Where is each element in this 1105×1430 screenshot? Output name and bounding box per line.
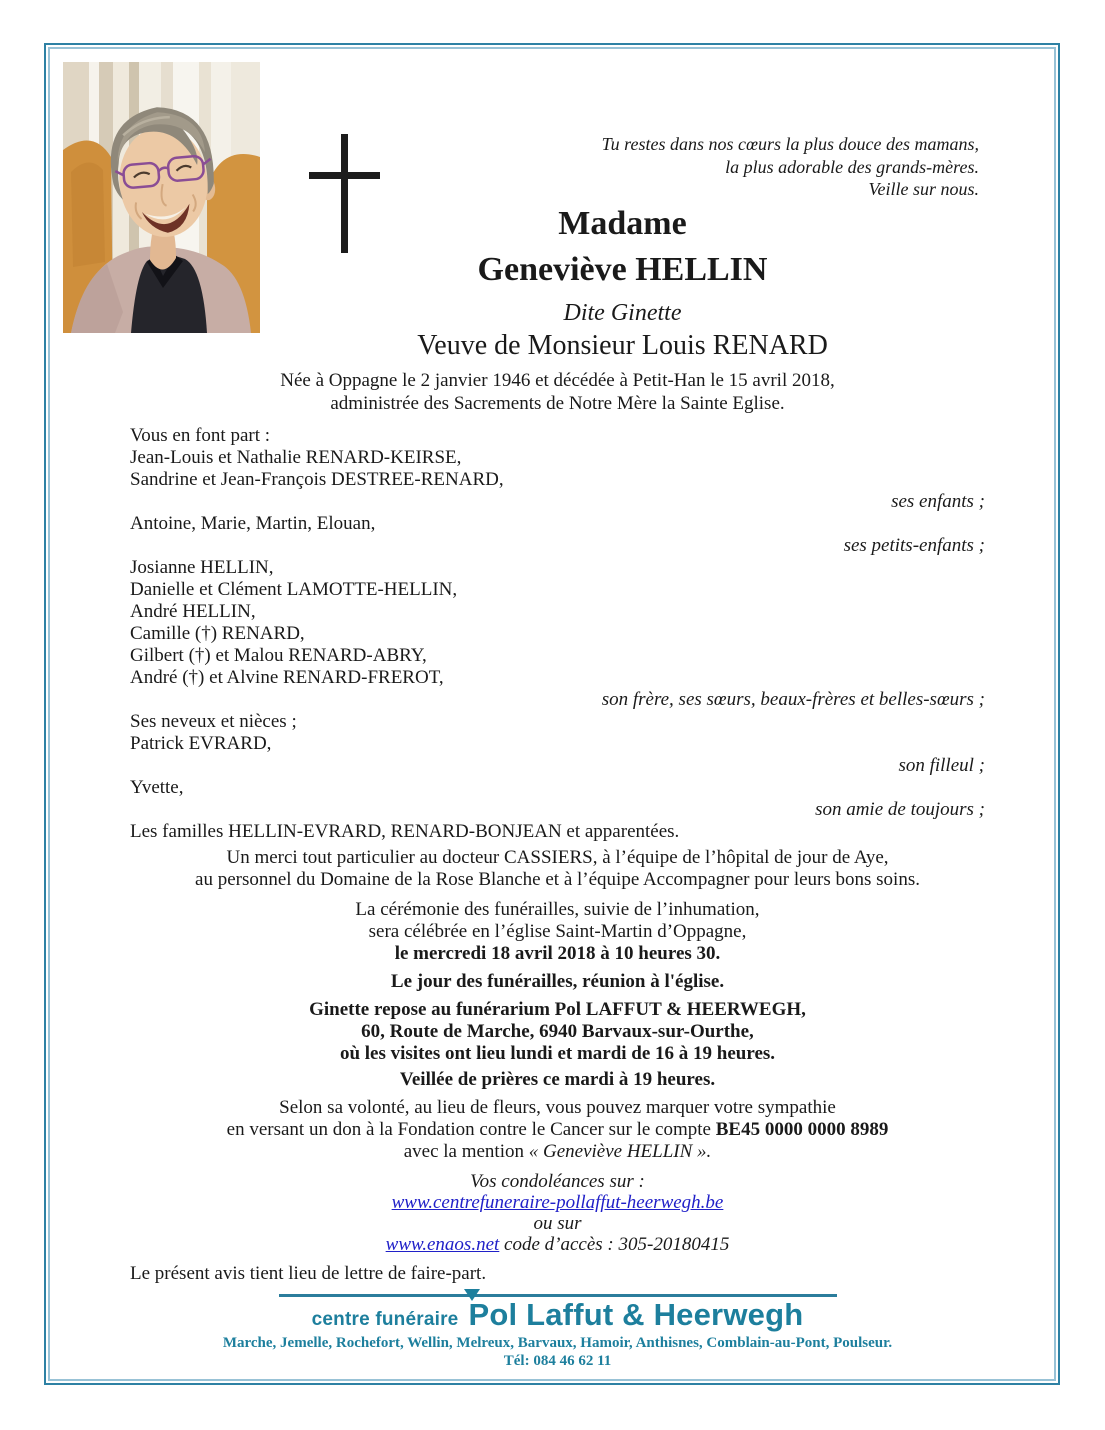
condolences-link-enaos[interactable]: www.enaos.net (385, 1234, 500, 1255)
triangle-icon (464, 1289, 480, 1301)
thanks-line-2: au personnel du Domaine de la Rose Blanche et à l’équipe Accompagner pour leurs bons soins. (195, 869, 920, 890)
deceased-honorific: Madame (558, 205, 687, 242)
quote-line-1: Tu restes dans nos cœurs la plus douce des mamans, (601, 134, 979, 154)
family-member: Camille (†) RENARD, (130, 623, 305, 644)
donation-line-1: Selon sa volonté, au lieu de fleurs, vous pouvez marquer votre sympathie (279, 1097, 836, 1118)
portrait-image (63, 62, 260, 333)
memorial-card-frame (44, 43, 1060, 1385)
ceremony-line-1: La cérémonie des funérailles, suivie de l’inhumation, (355, 899, 760, 920)
donation-line-2-text: en versant un don à la Fondation contre le Cancer sur le compte (226, 1119, 711, 1140)
faire-part-notice: Le présent avis tient lieu de lettre de faire-part. (130, 1263, 487, 1284)
deceased-name: Geneviève HELLIN (477, 251, 768, 288)
ceremony-block (130, 899, 985, 965)
donation-mention: « Geneviève HELLIN ». (528, 1141, 712, 1162)
family-member: Jean-Louis et Nathalie RENARD-KEIRSE, (130, 447, 462, 468)
relation-label: ses enfants ; (891, 491, 985, 512)
family-member: Josianne HELLIN, (130, 557, 274, 578)
family-list (130, 447, 985, 843)
header-section (50, 49, 1054, 373)
condolences-link-funeral-home[interactable]: www.centrefuneraire-pollaffut-heerwegh.be (391, 1192, 724, 1213)
birth-death-line-2: administrée des Sacrements de Notre Mère la Sainte Eglise. (330, 393, 785, 414)
funeral-home-logo (130, 1297, 985, 1333)
thanks-block (130, 847, 985, 891)
donation-line-3 (130, 1141, 985, 1163)
portrait-photo (63, 62, 260, 333)
deceased-widow-of: Veuve de Monsieur Louis RENARD (417, 330, 828, 361)
family-member: André (†) et Alvine RENARD-FREROT, (130, 667, 444, 688)
relation-label: ses petits-enfants ; (843, 535, 985, 556)
condolences-intro: Vos condoléances sur : (470, 1171, 645, 1192)
memorial-quote (602, 133, 979, 201)
deceased-alias: Dite Ginette (563, 300, 682, 326)
donation-line-3-text: avec la mention (403, 1141, 524, 1162)
brand-name (468, 1297, 803, 1333)
birth-death-block (130, 369, 985, 415)
condolences-block (130, 1171, 985, 1255)
family-member: André HELLIN, (130, 601, 256, 622)
donation-account-number: BE45 0000 0000 8989 (715, 1119, 889, 1140)
brand-name-text: Pol Laffut & Heerwegh (468, 1297, 804, 1332)
relation-label: son amie de toujours ; (815, 799, 985, 820)
condolences-access-code: code d’accès : 305-20180415 (504, 1234, 730, 1255)
ceremony-line-2: sera célébrée en l’église Saint-Martin d’Oppagne, (368, 921, 747, 942)
donation-line-2 (130, 1119, 985, 1141)
ceremony-date-time: le mercredi 18 avril 2018 à 10 heures 30. (394, 943, 721, 964)
vigil-notice: Veillée de prières ce mardi à 19 heures. (399, 1069, 716, 1090)
donation-block (130, 1097, 985, 1163)
family-member: Sandrine et Jean-François DESTREE-RENARD, (130, 469, 504, 490)
family-member: Gilbert (†) et Malou RENARD-ABRY, (130, 645, 427, 666)
quote-line-2: la plus adorable des grands-mères. (725, 156, 979, 177)
announcement-intro: Vous en font part : (130, 425, 271, 446)
family-member: Danielle et Clément LAMOTTE-HELLIN, (130, 579, 458, 600)
family-member: Antoine, Marie, Martin, Elouan, (130, 513, 376, 534)
footer-locations: Marche, Jemelle, Rochefort, Wellin, Melreux, Barvaux, Hamoir, Anthisnes, Comblain-au-Pont, Poulseur. (222, 1335, 893, 1351)
family-member: Yvette, (130, 777, 184, 798)
announcement-body (50, 369, 1054, 1370)
brand-prefix: centre funéraire (311, 1309, 459, 1330)
footer-phone: Tél: 084 46 62 11 (503, 1353, 612, 1369)
repose-line-2: 60, Route de Marche, 6940 Barvaux-sur-Ourthe, (361, 1021, 754, 1042)
quote-line-3: Veille sur nous. (868, 179, 979, 199)
condolences-or: ou sur (533, 1213, 582, 1234)
reunion-notice: Le jour des funérailles, réunion à l'église. (390, 971, 725, 992)
deceased-title-block (260, 201, 985, 363)
family-member: Ses neveux et nièces ; (130, 711, 297, 732)
relation-label: son filleul ; (898, 755, 985, 776)
repose-line-3: où les visites ont lieu lundi et mardi de 16 à 19 heures. (339, 1043, 776, 1064)
birth-death-line-1: Née à Oppagne le 2 janvier 1946 et décédée à Petit-Han le 15 avril 2018, (280, 370, 835, 391)
repose-line-1: Ginette repose au funérarium Pol LAFFUT & HEERWEGH, (309, 999, 806, 1020)
repose-block (130, 999, 985, 1065)
family-member: Les familles HELLIN-EVRARD, RENARD-BONJEAN et apparentées. (130, 821, 680, 842)
thanks-line-1: Un merci tout particulier au docteur CASSIERS, à l’équipe de l’hôpital de jour de Aye, (226, 847, 889, 868)
relation-label: son frère, ses sœurs, beaux-frères et belles-sœurs ; (601, 689, 985, 710)
memorial-card (48, 47, 1056, 1381)
family-member: Patrick EVRARD, (130, 733, 272, 754)
